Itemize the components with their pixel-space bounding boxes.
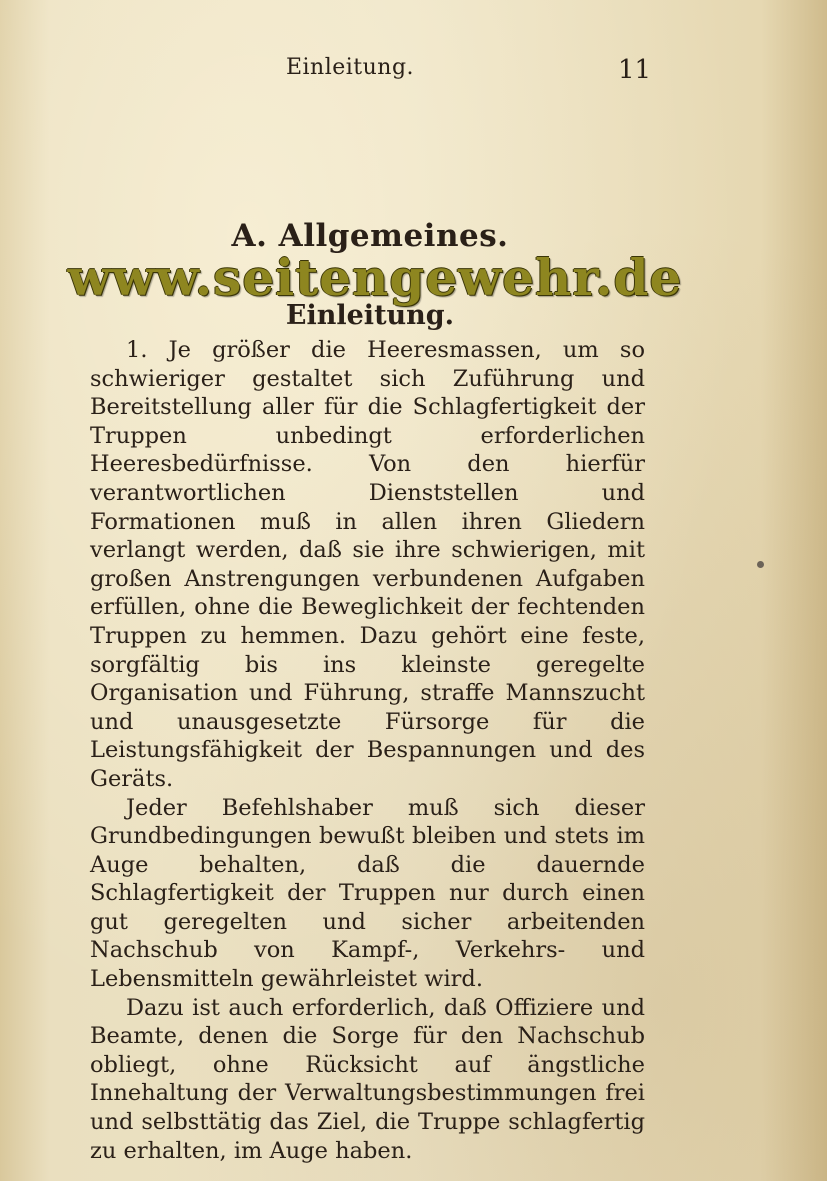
running-head: Einleitung. [285,55,415,80]
body-text [90,336,645,1165]
paragraph: 1. Je größer die Heeresmassen, um so schwieriger gestaltet sich Zuführung und Bereitstellung aller für die Schlagfertigkeit der Truppen unbedingt erforderlichen Heeresbedürfnisse. Von den hierfür verantwortlichen Dienststellen und Formationen muß in allen ihren Gliedern verlangt werden, daß sie ihre schwierigen, mit großen Anstrengungen verbundenen Aufgaben erfüllen, ohne die Beweglichkeit der fechtenden Truppen zu hemmen. Dazu gehört eine feste, sorgfältig bis ins kleinste geregelte Organisation und Führung, straffe Mannszucht und unausgesetzte Fürsorge für die Leistungsfähigkeit der Bespannungen und des Geräts. [90,337,645,792]
ink-spot-mark [757,561,764,568]
page-number: 11 [618,55,652,85]
paragraph: Dazu ist auch erforderlich, daß Offiziere und Beamte, denen die Sorge für den Nachschub obliegt, ohne Rücksicht auf ängstliche Innehaltung der Verwaltungsbestimmungen frei und selbsttätig das Ziel, die Truppe schlagfertig zu erhalten, im Auge haben. [90,994,645,1164]
watermark: www.seitengewehr.de [67,248,683,307]
paragraph: Jeder Befehlshaber muß sich dieser Grundbedingungen bewußt bleiben und stets im Auge behalten, daß die dauernde Schlagfertigkeit der Truppen nur durch einen gut geregelten und sicher arbeitenden Nachschub von Kampf-, Verkehrs- und Lebensmitteln gewährleistet wird. [90,794,645,993]
sub-title: Einleitung. [285,300,455,331]
section-title: A. Allgemeines. [231,218,509,254]
page-header [0,55,827,85]
